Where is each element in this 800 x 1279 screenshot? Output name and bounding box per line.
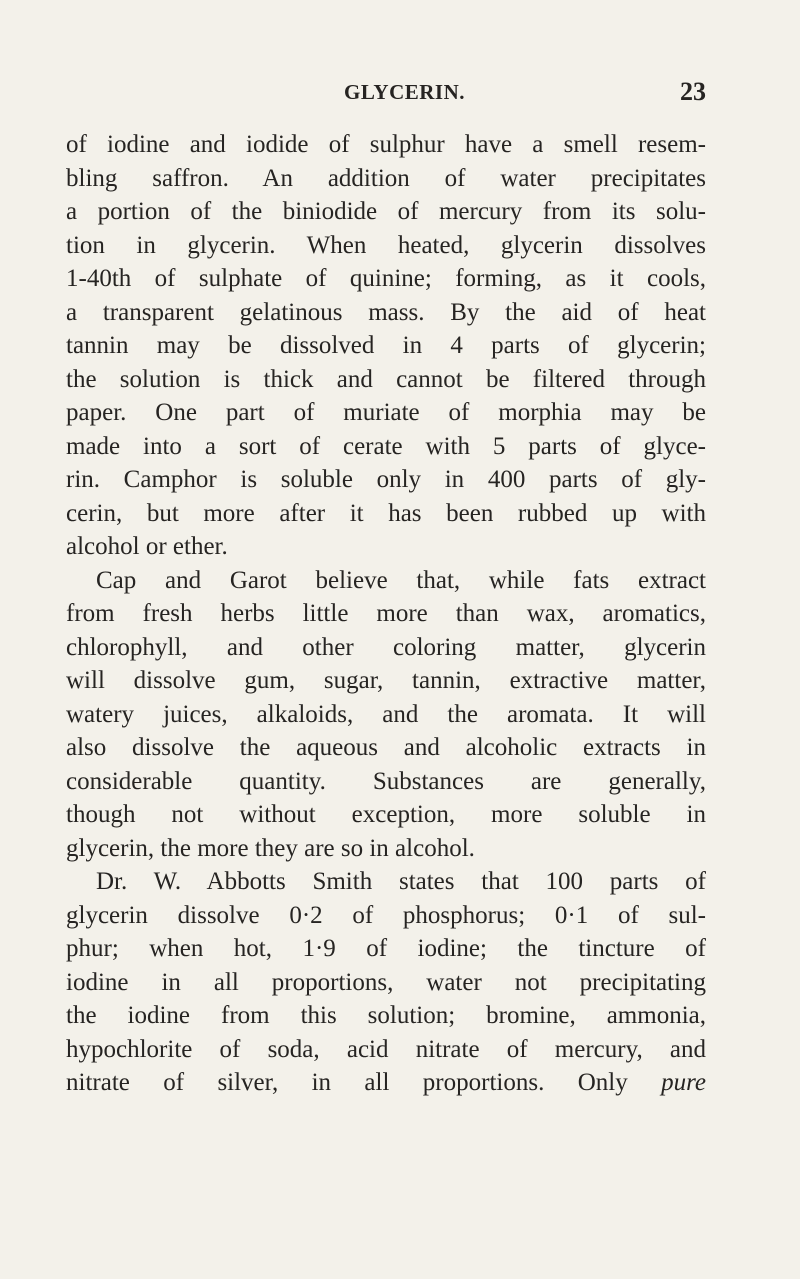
text-line: a transparent gelatinous mass. By the aid of heat [66, 298, 706, 326]
text-line: bling saffron. An addition of water precipitates [66, 164, 706, 192]
text-line: rin. Camphor is soluble only in 400 parts of gly- [66, 466, 706, 493]
page-number: 23 [680, 77, 706, 106]
text-line: the solution is thick and cannot be filtered through [66, 365, 706, 393]
italic-word: pure [661, 1069, 706, 1096]
text-line: of iodine and iodide of sulphur have a smell resem- [66, 131, 706, 158]
text-line: alcohol or ether. [66, 533, 228, 560]
text-line: cerin, but more after it has been rubbed up with [66, 499, 706, 527]
paragraph-start-line: Dr. W. Abbotts Smith states that 100 parts of [96, 868, 706, 895]
text-line: chlorophyll, and other coloring matter, glycerin [66, 633, 706, 661]
text-line: tannin may be dissolved in 4 parts of glycerin; [66, 332, 706, 359]
text-line: though not without exception, more soluble in [66, 801, 706, 828]
text-line: 1-40th of sulphate of quinine; forming, as it cools, [66, 265, 706, 292]
text-line: phur; when hot, 1·9 of iodine; the tincture of [66, 935, 706, 962]
page-header [66, 77, 706, 110]
text-line: watery juices, alkaloids, and the aromata. It will [66, 700, 706, 728]
text-line: glycerin dissolve 0·2 of phosphorus; 0·1 of sul- [66, 901, 706, 929]
text-line-final [66, 1066, 706, 1100]
text-line: hypochlorite of soda, acid nitrate of mercury, and [66, 1035, 706, 1063]
body-text [66, 128, 706, 1100]
final-line-text: nitrate of silver, in all proportions. Only [66, 1069, 628, 1096]
text-line: the iodine from this solution; bromine, ammonia, [66, 1002, 706, 1029]
text-line: will dissolve gum, sugar, tannin, extractive matter, [66, 667, 706, 694]
text-line: paper. One part of muriate of morphia may be [66, 399, 706, 426]
text-line: a portion of the biniodide of mercury from its solu- [66, 198, 706, 225]
text-line: made into a sort of cerate with 5 parts of glyce- [66, 432, 706, 460]
paragraph-start-line: Cap and Garot believe that, while fats extract [96, 566, 706, 594]
text-line: considerable quantity. Substances are generally, [66, 767, 706, 795]
text-line: tion in glycerin. When heated, glycerin dissolves [66, 231, 706, 259]
running-head: GLYCERIN. [344, 80, 466, 104]
text-line: also dissolve the aqueous and alcoholic extracts in [66, 734, 706, 761]
text-line: glycerin, the more they are so in alcohol. [66, 834, 475, 862]
text-line: iodine in all proportions, water not precipitating [66, 968, 706, 996]
text-line: from fresh herbs little more than wax, aromatics, [66, 600, 706, 627]
